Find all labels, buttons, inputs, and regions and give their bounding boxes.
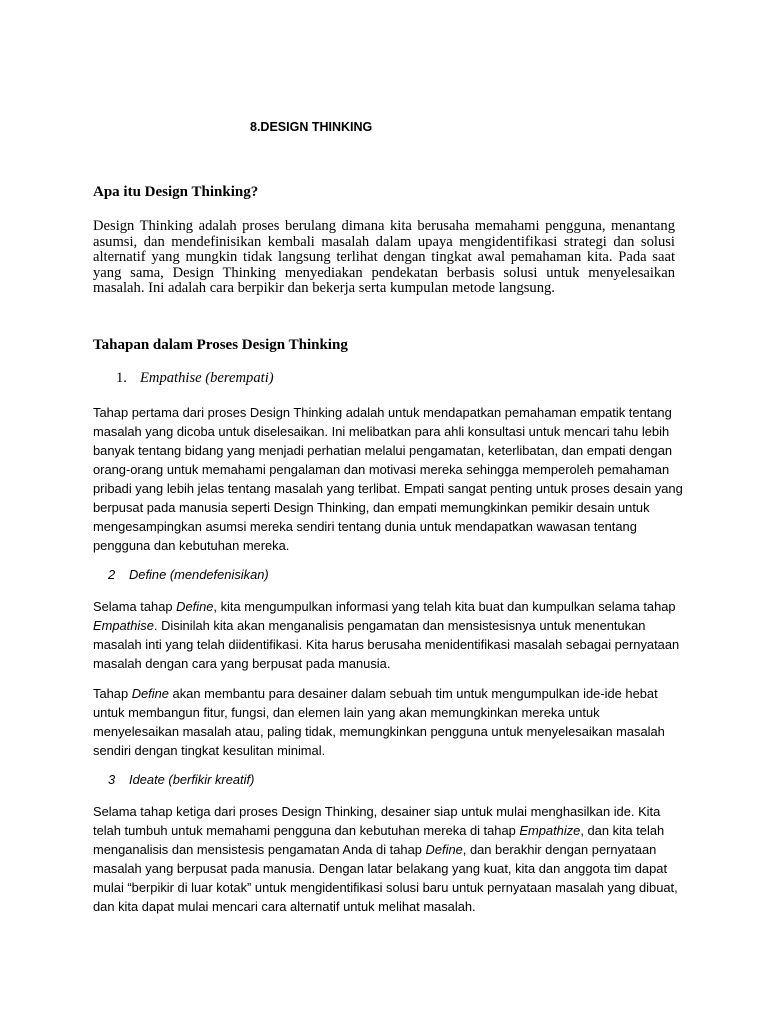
ideate-paragraph [93, 802, 683, 916]
intro-paragraph: Design Thinking adalah proses berulang dimana kita berusaha memahami pengguna, menantang asumsi, dan mendefinisikan kembali masalah dalam upaya mengidentifikasi strategi dan solusi alternatif yang mungkin tidak langsung terlihat dengan tingkat awal pemahaman kita. Pada saat yang sama, Design Thinking menyediakan pendekatan berbasis solusi untuk menyelesaikan masalah. Ini adalah cara berpikir dan bekerja serta kumpulan metode langsung. [93, 218, 675, 297]
emphasis-text: Empathise [93, 618, 154, 633]
emphasis-text: Define [176, 599, 214, 614]
section-heading-stages: Tahapan dalam Proses Design Thinking [93, 337, 348, 353]
step-label: Empathise (berempati) [140, 370, 274, 386]
section-heading-what-is: Apa itu Design Thinking? [93, 184, 259, 200]
emphasis-text: Empathize [519, 823, 581, 838]
define-paragraph-2 [93, 684, 683, 760]
emphasis-text: Define [131, 686, 169, 701]
text-run: Tahap [93, 686, 132, 701]
page-title: 8.DESIGN THINKING [250, 120, 373, 134]
step-item-define [108, 567, 269, 582]
text-run: . Disinilah kita akan menganalisis pengamatan dan mensistesisnya untuk menentukan masalah inti yang telah diidentifikasi. Kita harus berusaha menidentifikasi masalah sebagai pernyataan masalah dengan cara yang berpusat pada manusia. [93, 618, 680, 671]
emphasis-text: Define [425, 842, 463, 857]
text-run: akan membantu para desainer dalam sebuah tim untuk mengumpulkan ide-ide hebat untuk membangun fitur, fungsi, dan elemen lain yang akan memungkinkan mereka untuk menyelesaikan masalah atau, paling tidak, memungkinkan pengguna untuk menyelesaikan masalah sendiri dengan tingkat kesulitan minimal. [93, 686, 665, 758]
define-paragraph-1 [93, 597, 683, 673]
step-number: 3 [108, 772, 116, 787]
empathise-paragraph: Tahap pertama dari proses Design Thinking adalah untuk mendapatkan pemahaman empatik tentang masalah yang dicoba untuk diselesaikan. Ini melibatkan para ahli konsultasi untuk mencari tahu lebih banyak tentang bidang yang menjadi perhatian melalui pengamatan, keterlibatan, dan empati dengan orang-orang untuk memahami pengalaman dan motivasi mereka sehingga memperoleh pemahaman pribadi yang lebih jelas tentang masalah yang terlibat. Empati sangat penting untuk proses desain yang berpusat pada manusia seperti Design Thinking, dan empati memungkinkan pemikir desain untuk mengesampingkan asumsi mereka sendiri tentang dunia untuk mendapatkan wawasan tentang pengguna dan kebutuhan mereka. [93, 405, 683, 553]
step-number: 1. [116, 370, 127, 386]
step-label: Define (mendefenisikan) [129, 567, 269, 582]
text-run: Selama tahap ketiga dari proses Design Thinking, desainer siap untuk mulai menghasilkan ide. Kita telah tumbuh untuk memahami pengguna dan kebutuhan mereka di tahap [93, 804, 661, 838]
step-item-empathise [116, 370, 274, 387]
step-item-ideate [108, 772, 254, 787]
text-run: , dan berakhir dengan pernyataan masalah yang berpusat pada manusia. Dengan latar belakang yang kuat, kita dan anggota tim dapat mulai “berpikir di luar kotak” untuk mengidentifikasi solusi baru untuk pernyataan masalah yang dibuat, dan kita dapat mulai mencari cara alternatif untuk melihat masalah. [93, 842, 678, 914]
text-run: , dan kita telah menganalisis dan mensistesis pengamatan Anda di tahap [93, 823, 665, 857]
text-run: , kita mengumpulkan informasi yang telah kita buat dan kumpulkan selama tahap [213, 599, 676, 614]
step-label: Ideate (berfikir kreatif) [129, 772, 255, 787]
step-number: 2 [108, 567, 116, 582]
text-run: Selama tahap [93, 599, 177, 614]
